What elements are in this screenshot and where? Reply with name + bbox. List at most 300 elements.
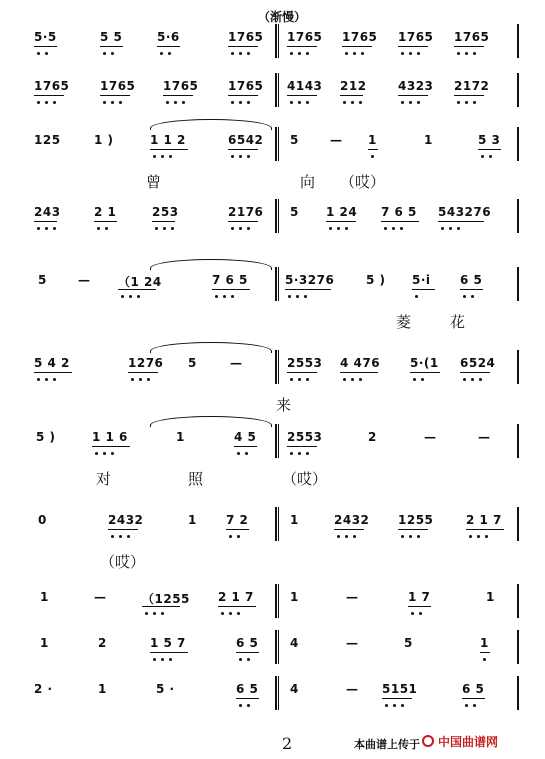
note-group: 1 [98,682,107,696]
octave-dot [457,227,460,230]
note-group: 1276 [128,356,164,370]
beam-underline [408,606,431,607]
beam-underline [150,652,188,653]
note-group: 1 [480,636,489,650]
octave-dot [37,378,40,381]
bar-line [517,127,519,161]
note-group: 5 · [156,682,175,696]
note-group: 1 24 [326,205,358,219]
note-group: — [346,636,359,650]
beam-underline [142,606,180,607]
note-group: 2 · [34,682,53,696]
octave-dot [304,295,307,298]
note-group: 6 5 [236,682,259,696]
octave-dot [160,52,163,55]
octave-dot [401,52,404,55]
note-group: 1 [40,636,49,650]
slur-mark [150,342,272,353]
octave-dot [103,52,106,55]
beam-underline [150,149,188,150]
bar-line-inner [278,630,279,664]
octave-dot [359,101,362,104]
note-group: 5 ) [366,273,386,287]
octave-dot [465,52,468,55]
note-group: 5 [290,205,299,219]
octave-dot [345,227,348,230]
bar-line [275,424,277,458]
note-group: 7 6 5 [212,273,248,287]
lyric-text: （哎） [100,553,146,571]
octave-dot [392,227,395,230]
note-group: 1765 [287,30,323,44]
beam-underline [285,289,331,290]
upload-note: 本曲谱上传于 [354,738,420,751]
note-group: 6524 [460,356,496,370]
octave-dot [119,101,122,104]
note-group: — [330,133,343,147]
octave-dot [174,101,177,104]
beam-underline [100,46,123,47]
octave-dot [223,295,226,298]
octave-dot [481,155,484,158]
beam-underline [118,289,156,290]
beam-underline [454,46,484,47]
beam-underline [381,221,419,222]
octave-dot [306,378,309,381]
note-group: — [230,356,243,370]
octave-dot [95,452,98,455]
octave-dot [489,155,492,158]
octave-dot [231,227,234,230]
note-group: 2432 [334,513,370,527]
beam-underline [480,652,490,653]
octave-dot [401,535,404,538]
note-group: 1765 [100,79,136,93]
bar-line [517,507,519,541]
octave-dot [353,535,356,538]
bar-line [517,424,519,458]
octave-dot [45,101,48,104]
note-group: 1765 [34,79,70,93]
beam-underline [460,372,490,373]
octave-dot [417,101,420,104]
note-group: — [78,273,91,287]
octave-dot [361,52,364,55]
beam-underline [412,289,435,290]
octave-dot [449,227,452,230]
octave-dot [161,658,164,661]
note-group: 1765 [398,30,434,44]
octave-dot [409,535,412,538]
note-group: — [346,590,359,604]
octave-dot [53,101,56,104]
note-group: 5151 [382,682,418,696]
note-group: 5·i [412,273,431,287]
note-group: 2 [368,430,377,444]
octave-dot [371,155,374,158]
bar-line [517,630,519,664]
note-group: 1 [188,513,197,527]
octave-dot [153,155,156,158]
beam-underline [157,46,180,47]
octave-dot [169,658,172,661]
note-group: 7 2 [226,513,249,527]
bar-line [517,73,519,107]
note-group: 1765 [454,30,490,44]
octave-dot [239,704,242,707]
note-group: 4143 [287,79,323,93]
bar-line-inner [278,424,279,458]
octave-dot [345,535,348,538]
octave-dot [121,295,124,298]
beam-underline [466,529,504,530]
octave-dot [53,378,56,381]
beam-underline [460,289,483,290]
octave-dot [131,378,134,381]
octave-dot [168,52,171,55]
note-group: 5 [38,273,47,287]
octave-dot [419,612,422,615]
note-group: 543276 [438,205,492,219]
octave-dot [337,227,340,230]
beam-underline [287,446,317,447]
octave-dot [247,227,250,230]
octave-dot [129,295,132,298]
slur-mark [150,259,272,270]
slur-mark [150,416,272,427]
octave-dot [441,227,444,230]
lyric-text: 曾 [146,173,162,191]
note-group: 2172 [454,79,490,93]
note-group: 4 [290,682,299,696]
octave-dot [473,101,476,104]
beam-underline [34,372,72,373]
octave-dot [239,227,242,230]
beam-underline [287,372,317,373]
note-group: 2553 [287,430,323,444]
beam-underline [228,46,258,47]
octave-dot [245,452,248,455]
octave-dot [298,52,301,55]
octave-dot [473,704,476,707]
octave-dot [247,658,250,661]
note-group: 6 5 [462,682,485,696]
octave-dot [229,612,232,615]
octave-dot [417,535,420,538]
octave-dot [401,101,404,104]
octave-dot [384,227,387,230]
beam-underline [163,95,193,96]
note-group: 1765 [228,79,264,93]
note-group: — [346,682,359,696]
octave-dot [337,535,340,538]
beam-underline [228,95,258,96]
beam-underline [326,221,356,222]
octave-dot [247,155,250,158]
octave-dot [351,101,354,104]
site-logo-icon [422,735,434,747]
site-logo-text: 中国曲谱网 [438,735,499,749]
bar-line-inner [278,350,279,384]
octave-dot [145,612,148,615]
beam-underline [234,446,257,447]
note-group: 2553 [287,356,323,370]
octave-dot [401,704,404,707]
octave-dot [343,378,346,381]
note-group: 1 ) [94,133,114,147]
note-group: 4 [290,636,299,650]
octave-dot [153,658,156,661]
bar-line-inner [278,584,279,618]
beam-underline [462,698,485,699]
beam-underline [108,529,138,530]
bar-line [517,676,519,710]
page-number: 2 [282,734,293,753]
octave-dot [483,658,486,661]
note-group: 0 [38,513,47,527]
beam-underline [152,221,175,222]
octave-dot [239,52,242,55]
octave-dot [306,101,309,104]
octave-dot [166,101,169,104]
beam-underline [212,289,250,290]
lyric-text: 照 [188,470,204,488]
octave-dot [229,535,232,538]
note-group: 5 ) [36,430,56,444]
beam-underline [34,46,57,47]
beam-underline [94,221,117,222]
beam-underline [287,95,317,96]
note-group: 1 [40,590,49,604]
octave-dot [288,295,291,298]
bar-line-inner [278,267,279,301]
octave-dot [413,378,416,381]
octave-dot [215,295,218,298]
octave-dot [161,612,164,615]
note-group: 5 [290,133,299,147]
note-group: 1255 [398,513,434,527]
note-group: 4 476 [340,356,381,370]
note-group: 1765 [228,30,264,44]
octave-dot [345,52,348,55]
beam-underline [226,529,249,530]
note-group: 1 1 6 [92,430,128,444]
octave-dot [53,227,56,230]
note-group: 1 [424,133,433,147]
bar-line-inner [278,507,279,541]
octave-dot [239,101,242,104]
octave-dot [463,295,466,298]
note-group: 5·5 [34,30,57,44]
bar-line-inner [278,24,279,58]
note-group: 5 [188,356,197,370]
lyric-text: 对 [96,470,112,488]
octave-dot [97,227,100,230]
beam-underline [236,698,259,699]
beam-underline [218,606,256,607]
octave-dot [465,101,468,104]
beam-underline [92,446,130,447]
beam-underline [236,652,259,653]
octave-dot [231,101,234,104]
beam-underline [334,529,364,530]
octave-dot [45,378,48,381]
octave-dot [353,52,356,55]
octave-dot [239,155,242,158]
octave-dot [415,295,418,298]
note-group: 2176 [228,205,264,219]
beam-underline [34,221,57,222]
octave-dot [137,295,140,298]
bar-line [275,127,277,161]
note-group: 1 5 7 [150,636,186,650]
lyric-text: 花 [450,313,466,331]
octave-dot [237,452,240,455]
note-group: 1 [290,590,299,604]
beam-underline [287,46,317,47]
octave-dot [409,52,412,55]
octave-dot [329,227,332,230]
beam-underline [438,221,484,222]
slur-mark [150,119,272,130]
note-group: — [424,430,437,444]
beam-underline [34,95,64,96]
octave-dot [298,101,301,104]
octave-dot [247,704,250,707]
octave-dot [290,378,293,381]
beam-underline [368,149,378,150]
octave-dot [127,535,130,538]
bar-line-inner [278,73,279,107]
note-group: （1 24 [118,275,162,289]
bar-line [517,199,519,233]
note-group: 2 1 [94,205,117,219]
beam-underline [398,95,428,96]
octave-dot [471,378,474,381]
beam-underline [398,529,428,530]
octave-dot [221,612,224,615]
octave-dot [103,452,106,455]
octave-dot [463,378,466,381]
octave-dot [119,535,122,538]
note-group: 2 1 7 [466,513,502,527]
octave-dot [343,101,346,104]
note-group: 5 [404,636,413,650]
octave-dot [45,52,48,55]
octave-dot [306,452,309,455]
bar-line-inner [278,127,279,161]
octave-dot [411,612,414,615]
note-group: 6542 [228,133,264,147]
octave-dot [155,227,158,230]
bar-line [275,24,277,58]
beam-underline [128,372,158,373]
bar-line [275,676,277,710]
octave-dot [351,378,354,381]
bar-line [275,73,277,107]
note-group: — [94,590,107,604]
octave-dot [171,227,174,230]
octave-dot [298,378,301,381]
bar-line [275,267,277,301]
octave-dot [239,658,242,661]
octave-dot [306,52,309,55]
lyric-text: （哎） [340,173,386,191]
bar-line [275,584,277,618]
lyric-text: （哎） [282,470,328,488]
note-group: 5·(1 [410,356,439,370]
octave-dot [247,52,250,55]
octave-dot [479,378,482,381]
note-group: 253 [152,205,179,219]
octave-dot [400,227,403,230]
bar-line-inner [278,199,279,233]
bar-line [275,199,277,233]
lyric-text: 菱 [396,313,412,331]
beam-underline [100,95,130,96]
note-group: 212 [340,79,367,93]
octave-dot [182,101,185,104]
note-group: 6 5 [460,273,483,287]
octave-dot [477,535,480,538]
bar-line-inner [278,676,279,710]
beam-underline [382,698,412,699]
note-group: （1255 [142,592,190,606]
note-group: 1 [486,590,495,604]
bar-line [275,350,277,384]
note-group: 4323 [398,79,434,93]
beam-underline [398,46,428,47]
octave-dot [111,52,114,55]
octave-dot [237,612,240,615]
note-group: 2 1 7 [218,590,254,604]
note-group: 6 5 [236,636,259,650]
note-group: 5·3276 [285,273,335,287]
octave-dot [457,101,460,104]
octave-dot [393,704,396,707]
octave-dot [111,535,114,538]
note-group: 5 4 2 [34,356,70,370]
octave-dot [37,101,40,104]
note-group: 1 [368,133,377,147]
octave-dot [247,101,250,104]
note-group: 1 1 2 [150,133,186,147]
octave-dot [457,52,460,55]
octave-dot [469,535,472,538]
note-group: 1765 [163,79,199,93]
note-group: 7 6 5 [381,205,417,219]
beam-underline [342,46,372,47]
bar-line [517,24,519,58]
beam-underline [228,221,258,222]
octave-dot [359,378,362,381]
octave-dot [37,227,40,230]
bar-line [517,267,519,301]
octave-dot [45,227,48,230]
note-group: 1 [290,513,299,527]
bar-line [275,630,277,664]
octave-dot [409,101,412,104]
octave-dot [298,452,301,455]
octave-dot [105,227,108,230]
bar-line [517,584,519,618]
octave-dot [161,155,164,158]
octave-dot [290,452,293,455]
octave-dot [153,612,156,615]
octave-dot [417,52,420,55]
beam-underline [410,372,440,373]
octave-dot [471,295,474,298]
